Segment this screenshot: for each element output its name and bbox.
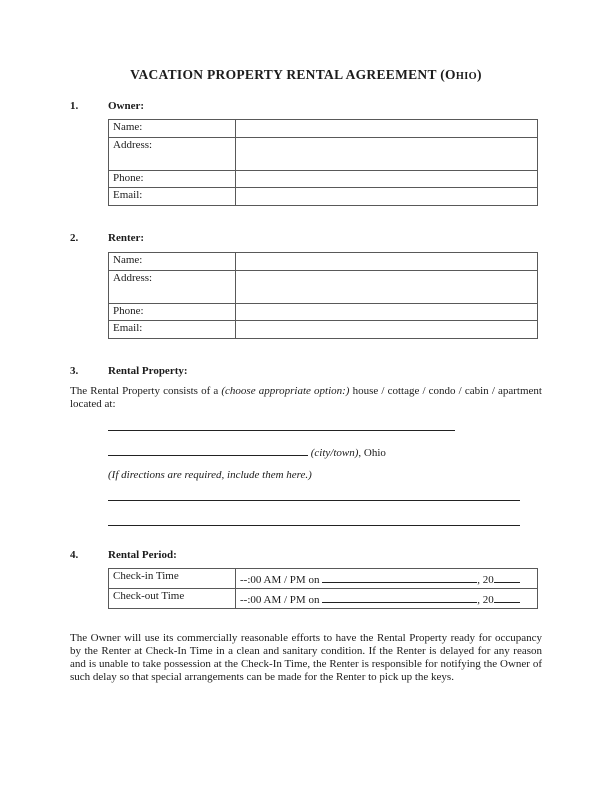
city-town-label: (city/town) [310,446,359,459]
check-out-year-prefix: , 20 [477,593,494,606]
check-in-year-prefix: , 20 [477,573,494,586]
check-in-date-field[interactable] [322,570,477,583]
owner-phone-field[interactable] [236,171,538,188]
intro-text-before: The Rental Property consists of a [70,385,222,397]
renter-email-field[interactable] [236,321,538,339]
property-address-line-1 [108,418,542,435]
renter-address-row [109,271,538,304]
section-period-heading [70,549,542,562]
owner-email-label: Email: [109,188,236,206]
check-in-label: Check-in Time [109,568,236,588]
section-owner-number: 1. [70,100,79,112]
renter-phone-row [109,304,538,321]
property-city-field[interactable] [108,443,308,456]
check-in-time-text: --:00 AM / PM on [240,573,323,586]
closing-paragraph: The Owner will use its commercially reasonable efforts to have the Rental Property ready for occupancy by the Renter at Check-In Time in a clean and sanitary condition. If the Renter is delayed for any reason and is unable to take possession at the Check-In Time, the Renter is responsible for notifying the Owner of such delay so that special arrangements can be made for the Renter to pick up the keys. [70,631,542,684]
section-period-title: Rental Period: [108,548,177,561]
check-in-year-field[interactable] [494,570,520,583]
owner-address-field[interactable] [236,138,538,171]
renter-address-field[interactable] [236,271,538,304]
section-property-number: 3. [70,365,79,377]
page-title-close: ) [477,67,482,82]
owner-email-field[interactable] [236,188,538,206]
renter-name-label: Name: [109,253,236,271]
owner-name-label: Name: [109,120,236,138]
directions-line-2-field[interactable] [108,513,520,526]
check-in-row [109,568,538,588]
renter-name-field[interactable] [236,253,538,271]
renter-email-row [109,321,538,339]
renter-phone-label: Phone: [109,304,236,321]
renter-name-row [109,253,538,271]
section-renter-heading [70,232,542,245]
check-out-value-cell [236,588,538,608]
section-owner-heading [70,100,542,113]
page-title-state-smallcaps: HIO [455,71,478,82]
directions-line-2 [108,513,542,530]
section-renter-number: 2. [70,232,79,244]
section-property-title: Rental Property: [108,365,188,377]
check-out-year-field[interactable] [494,590,520,603]
rental-period-table [108,568,538,609]
section-property-heading [70,365,542,378]
check-out-date-field[interactable] [322,590,477,603]
page-title-main: VACATION PROPERTY RENTAL AGREEMENT (O [130,67,456,82]
owner-address-row [109,138,538,171]
section-renter-title: Renter: [108,232,145,244]
owner-info-table [108,119,538,206]
page-title [70,68,542,84]
renter-address-label: Address: [109,271,236,304]
owner-email-row [109,188,538,206]
directions-note: (If directions are required, include them here.) [108,468,312,481]
check-in-value-cell [236,568,538,588]
intro-text-after: house / cottage / condo / cabin / apartment located at: [70,385,542,411]
directions-line-1-field[interactable] [108,488,520,501]
renter-email-label: Email: [109,321,236,339]
property-address-line-1-field[interactable] [108,418,455,431]
rental-property-intro [70,385,542,412]
section-period-number: 4. [70,548,79,561]
check-out-time-text: --:00 AM / PM on [240,593,323,606]
check-out-label: Check-out Time [109,588,236,608]
property-address-line-2 [108,443,542,460]
directions-line-1 [108,488,542,505]
intro-choose-option-note: (choose appropriate option:) [221,385,350,397]
renter-phone-field[interactable] [236,304,538,321]
owner-address-label: Address: [109,138,236,171]
owner-name-field[interactable] [236,120,538,138]
state-label: , Ohio [358,446,386,459]
owner-phone-label: Phone: [109,171,236,188]
owner-phone-row [109,171,538,188]
section-owner-title: Owner: [108,100,145,112]
owner-name-row [109,120,538,138]
renter-info-table [108,252,538,339]
check-out-row [109,588,538,608]
